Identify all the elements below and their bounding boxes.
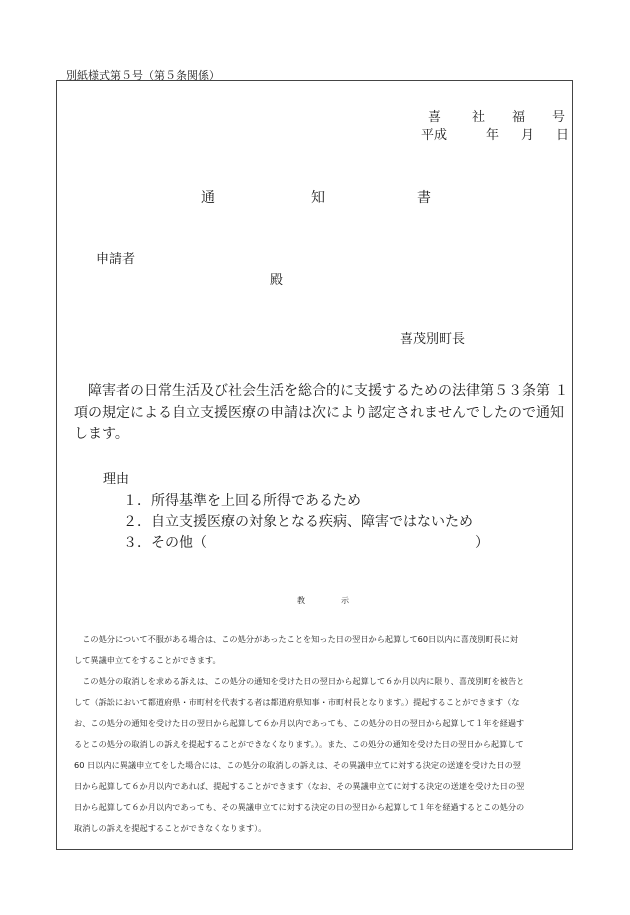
doc-number-char: 社	[472, 110, 486, 125]
notice-line: るとこの処分の取消しの訴えを提起することができなくなります。）。また、この処分の通知を受けた日の翌日から起算して	[74, 739, 524, 749]
honorific: 殿	[270, 273, 284, 288]
body-line: 障害者の日常生活及び社会生活を総合的に支援するための法律第５３条第 １	[74, 383, 569, 399]
title-char: 通	[201, 190, 215, 206]
doc-number-char: 喜	[428, 110, 442, 125]
applicant-label: 申請者	[96, 252, 136, 267]
title-char: 書	[417, 190, 431, 206]
reason-item: １．所得基準を上回る所得であるため	[123, 493, 361, 509]
notice-line: この処分について不服がある場合は、この処分があったことを知った日の翌日から起算して60日以内に喜茂別町長に対	[74, 634, 519, 644]
body-line: します。	[74, 426, 129, 442]
body-line: 項の規定による自立支援医療の申請は次により認定されませんでしたので通知	[74, 404, 564, 421]
notice-line: 取消しの訴えを提起することができなくなります）。	[74, 823, 267, 833]
body-text	[74, 381, 570, 446]
instruction-title-char: 教	[297, 596, 305, 605]
notice-line: して異議申立てをすることができます。	[74, 655, 221, 665]
doc-number-char: 号	[552, 110, 566, 125]
notice-line: 日から起算して６か月以内であっても、その異議申立てに対する決定の日の翌日から起算して１年を経過するとこの処分の	[74, 802, 525, 812]
date-year: 年	[486, 128, 500, 143]
issuer: 喜茂別町長	[400, 332, 466, 347]
instruction-title-char: 示	[341, 596, 349, 605]
reasons-heading: 理由	[103, 472, 130, 487]
doc-number-char: 福	[512, 110, 526, 125]
date-day: 日	[556, 128, 570, 143]
date-month: 月	[521, 128, 535, 143]
reason-item: ３．その他（	[123, 535, 207, 551]
notice-line: して（訴訟において都道府県・市町村を代表する者は都道府県知事・市町村長となります。）提起することができます（な	[74, 697, 520, 707]
reason-item: ２．自立支援医療の対象となる疾病、障害ではないため	[123, 514, 473, 530]
instruction-text	[74, 629, 572, 839]
reason-close-paren: ）	[475, 535, 489, 551]
title-char: 知	[311, 190, 325, 206]
date-era: 平成	[421, 128, 448, 143]
notice-line: この処分の取消しを求める訴えは、この処分の通知を受けた日の翌日から起算して６か月以内に限り、喜茂別町を被告と	[74, 676, 525, 686]
notice-line: 60 日以内に異議申立てをした場合には、この処分の取消しの訴えは、その異議申立てに対する決定の送達を受けた日の翌	[74, 760, 521, 770]
notice-line: 日から起算して６か月以内であれば、提起することができます（なお、その異議申立てに対する決定の送達を受けた日の翌	[74, 781, 525, 791]
notice-line: お、この処分の通知を受けた日の翌日から起算して６か月以内であっても、この処分の日の翌日から起算して１年を経過す	[74, 718, 525, 728]
form-number: 別紙様式第５号（第５条関係）	[66, 69, 220, 82]
